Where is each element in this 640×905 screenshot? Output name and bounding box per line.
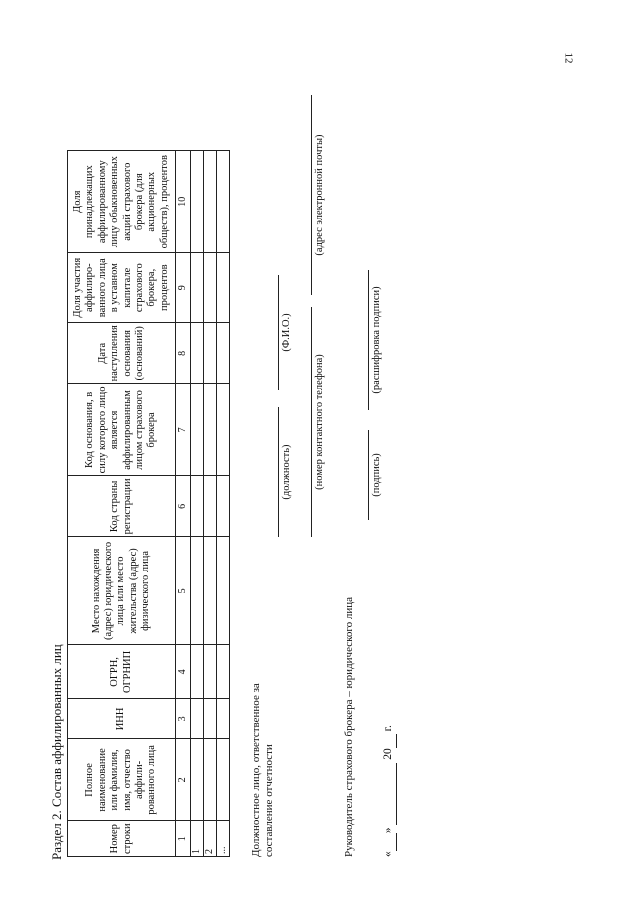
year-suffix: г.: [382, 725, 394, 732]
column-number: 8: [176, 323, 191, 384]
table-row: [204, 151, 217, 857]
header-cell: Код основания, в силу которого лицо является аффилированным лицом страхового брокера: [68, 384, 176, 476]
day-field[interactable]: [382, 833, 397, 851]
row-label: 2: [204, 821, 217, 857]
section-title: Раздел 2. Состав аффилированных лиц: [49, 644, 64, 860]
date-line: [382, 725, 397, 857]
table-row: [191, 151, 204, 857]
column-number-row: [176, 151, 191, 857]
phone-line[interactable]: [311, 307, 312, 537]
name-caption: (Ф.И.О.): [281, 313, 292, 352]
header-cell: Полное наименование или фамилия, имя, отчество аффили-рованного лица: [68, 739, 176, 821]
column-number: 7: [176, 384, 191, 476]
signature-line[interactable]: [368, 430, 369, 520]
header-row: [68, 151, 176, 857]
header-cell: Номер строки: [68, 821, 176, 857]
date-open-quote: «: [382, 851, 394, 857]
decoding-caption: (расшифровка подписи): [371, 286, 382, 394]
year-prefix: 20: [382, 748, 394, 760]
table-row: [217, 151, 230, 857]
column-number: 4: [176, 645, 191, 699]
header-cell: Доля участия аффилиро-ванного лица в уставном капитале страхового брокера, процентов: [68, 253, 176, 323]
header-cell: Код страны регистрации: [68, 476, 176, 537]
row-label: 1: [191, 821, 204, 857]
year-field[interactable]: [382, 734, 397, 748]
column-number: 5: [176, 537, 191, 645]
header-cell: Дата наступления основания (оснований): [68, 323, 176, 384]
header-cell: Место нахождения (адрес) юридического лица или место жительства (адрес) физического лица: [68, 537, 176, 645]
position-caption: (должность): [281, 444, 292, 500]
decoding-line[interactable]: [368, 270, 369, 410]
position-line[interactable]: [278, 407, 279, 537]
column-number: 2: [176, 739, 191, 821]
header-cell: ОГРН, ОГРНИП: [68, 645, 176, 699]
name-line[interactable]: [278, 275, 279, 390]
column-number: 10: [176, 151, 191, 253]
header-cell: ИНН: [68, 699, 176, 739]
email-line[interactable]: [311, 95, 312, 295]
email-caption: (адрес электронной почты): [314, 134, 325, 256]
column-number: 6: [176, 476, 191, 537]
affiliates-table: [67, 150, 230, 857]
date-close-quote: »: [382, 827, 394, 834]
column-number: 1: [176, 821, 191, 857]
row-label: ...: [217, 821, 230, 857]
column-number: 3: [176, 699, 191, 739]
page-number: 12: [562, 52, 575, 64]
phone-caption: (номер контактного телефона): [314, 354, 325, 490]
responsible-person-label: Должностное лицо, ответственное за составление отчетности: [250, 683, 276, 857]
month-field[interactable]: [382, 763, 397, 825]
head-label: Руководитель страхового брокера – юридического лица: [343, 596, 355, 857]
signature-caption: (подпись): [371, 453, 382, 497]
column-number: 9: [176, 253, 191, 323]
header-cell: Доля принадлежащих аффилированному лицу обыкновенных акций страхового брокера (для акционерных обществ), процентов: [68, 151, 176, 253]
